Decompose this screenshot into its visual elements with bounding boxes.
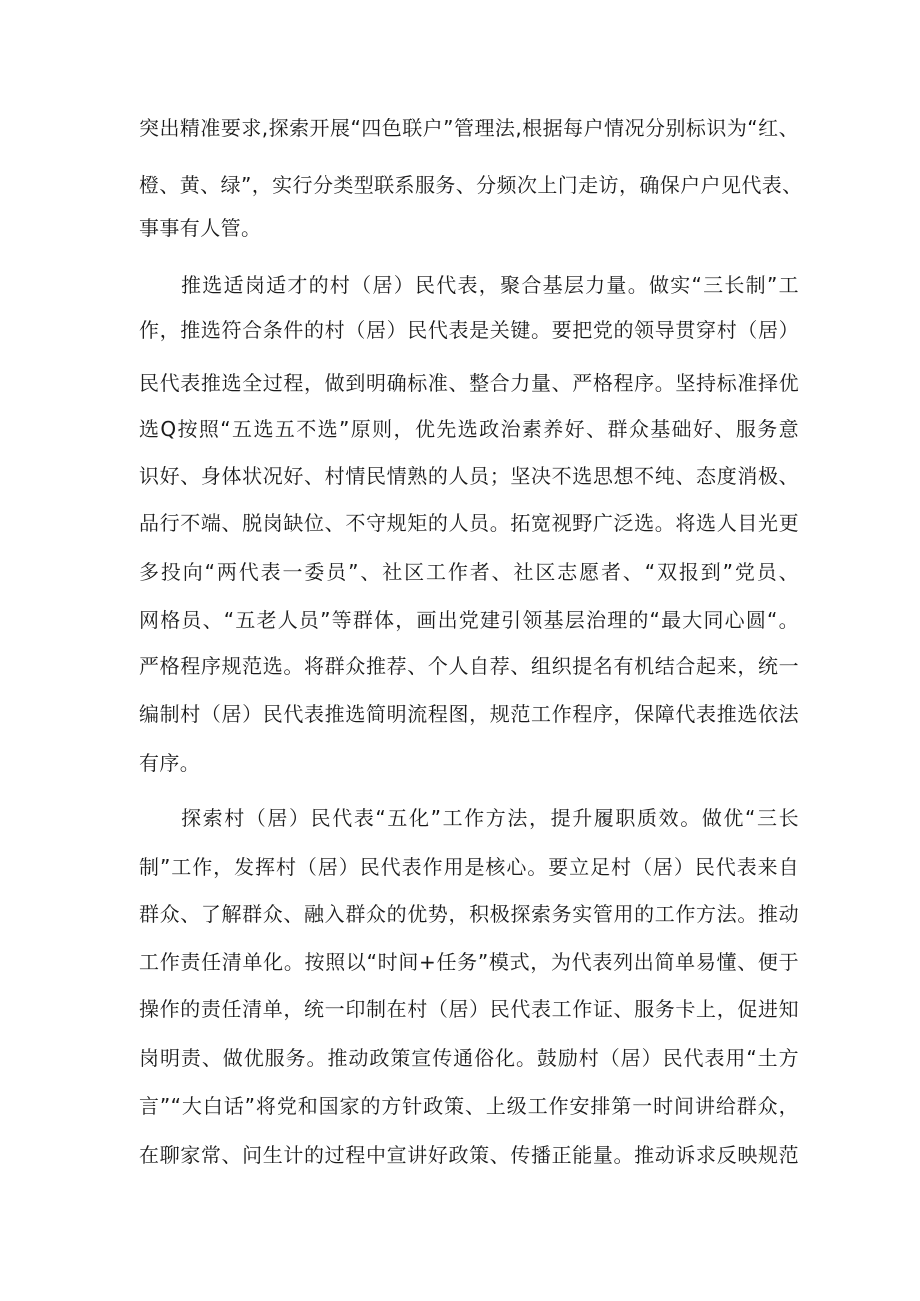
text-line: 岗明责、做优服务。推动政策宣传通俗化。鼓励村（居）民代表用“土方 <box>139 1046 799 1070</box>
text-line: 橙、黄、绿”，实行分类型联系服务、分频次上门走访，确保户户见代表、 <box>139 173 803 197</box>
text-line: 群众、了解群众、融入群众的优势，积极探索务实管用的工作方法。推动 <box>139 902 799 926</box>
text-line: 工作责任清单化。按照以“时间+任务”模式，为代表列出简单易懂、便于 <box>139 950 799 974</box>
text-line: 作，推选符合条件的村（居）民代表是关键。要把党的领导贯穿村（居） <box>139 318 799 342</box>
text-line: 制”工作，发挥村（居）民代表作用是核心。要立足村（居）民代表来自 <box>139 855 799 879</box>
text-line: 民代表推选全过程，做到明确标准、整合力量、严格程序。坚持标准择优 <box>139 371 799 395</box>
text-line: 多投向“两代表一委员”、社区工作者、社区志愿者、“双报到”党员、 <box>139 560 799 584</box>
text-line: 事事有人管。 <box>139 216 262 240</box>
text-line: 突出精准要求,探索开展“四色联户”管理法,根据每户情况分别标识为“红、 <box>139 116 799 140</box>
text-line: 严格程序规范选。将群众推荐、个人自荐、组织提名有机结合起来，统一 <box>139 654 799 678</box>
text-line: 识好、身体状况好、村情民情熟的人员；坚决不选思想不纯、态度消极、 <box>139 464 799 488</box>
text-line: 在聊家常、问生计的过程中宣讲好政策、传播正能量。推动诉求反映规范 <box>139 1143 799 1167</box>
text-line: 选Q按照“五选五不选”原则，优先选政治素养好、群众基础好、服务意 <box>139 417 799 441</box>
text-line: 有序。 <box>139 751 201 775</box>
paragraph-first-line: 推选适岗适才的村（居）民代表，聚合基层力量。做实“三长制”工 <box>181 273 799 297</box>
text-line: 品行不端、脱岗缺位、不守规矩的人员。拓宽视野广泛选。将选人目光更 <box>139 511 799 535</box>
text-line: 言”“大白话”将党和国家的方针政策、上级工作安排第一时间讲给群众， <box>139 1094 799 1118</box>
text-line: 操作的责任清单，统一印制在村（居）民代表工作证、服务卡上，促进知 <box>139 997 799 1021</box>
text-line: 编制村（居）民代表推选简明流程图，规范工作程序，保障代表推选依法 <box>139 702 799 726</box>
text-line: 网格员、“五老人员”等群体，画出党建引领基层治理的“最大同心圆“。 <box>139 608 799 632</box>
paragraph-first-line: 探索村（居）民代表“五化”工作方法，提升履职质效。做优“三长 <box>181 806 799 830</box>
